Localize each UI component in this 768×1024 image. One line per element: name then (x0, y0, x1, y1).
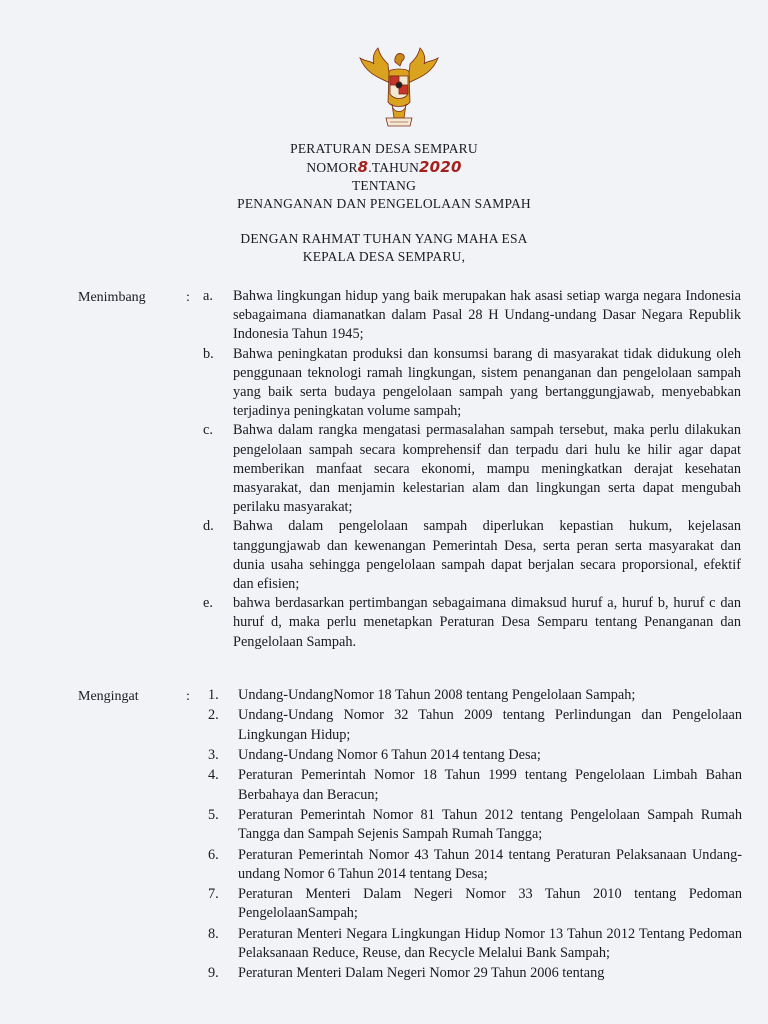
item-marker: 5. (208, 806, 219, 823)
handwritten-number: 8 (357, 158, 369, 176)
regulation-title: PERATURAN DESA SEMPARU (290, 141, 478, 156)
item-marker: 8. (208, 925, 219, 942)
menimbang-item (203, 421, 741, 517)
mengingat-item (208, 964, 742, 983)
mengingat-item (208, 686, 742, 705)
item-marker: 2. (208, 707, 219, 724)
item-marker: d. (203, 518, 214, 535)
regulation-title-block (0, 140, 768, 213)
regulation-tentang: TENTANG (351, 178, 417, 193)
item-marker: 3. (208, 746, 219, 763)
mengingat-list (208, 686, 742, 985)
menimbang-list (203, 287, 741, 652)
item-text: Peraturan Menteri Dalam Negeri Nomor 29 Tahun 2006 tentang (238, 965, 605, 982)
item-text: Bahwa dalam pengelolaan sampah diperlukan kepastian hukum, kejelasan tanggungjawab dan kewenangan Pemerintah Desa, serta peran serta masyarakat dan dunia usaha sehingga pengelolaan sampah dapat berjalan secara proporsional, efektif dan efisien; (233, 518, 741, 593)
mengingat-label: Mengingat (78, 689, 139, 704)
menimbang-item (203, 287, 741, 345)
mengingat-item (208, 806, 742, 844)
issuer-line: KEPALA DESA SEMPARU, (302, 249, 466, 264)
invocation-block (0, 230, 768, 266)
menimbang-label: Menimbang (78, 290, 146, 305)
item-marker: 9. (208, 965, 219, 982)
menimbang-item (203, 594, 741, 652)
year-prefix: .TAHUN (368, 160, 420, 175)
menimbang-item (203, 345, 741, 422)
item-text: Peraturan Menteri Negara Lingkungan Hidup Nomor 13 Tahun 2012 Tentang Pedoman Pelaksanaan Reduce, Reuse, dan Recycle Melalui Bank Sampah; (238, 925, 742, 961)
invocation-line: DENGAN RAHMAT TUHAN YANG MAHA ESA (240, 231, 528, 246)
item-marker: a. (203, 288, 213, 304)
item-text: Bahwa peningkatan produksi dan konsumsi barang di masyarakat tidak didukung oleh penggunaan teknologi ramah lingkungan, sistem penanganan dan pengelolaan sampah yang baik serta budaya pengelolaan sampah yang bertanggungjawab, menyebabkan terjadinya peningkatan volume sampah; (233, 345, 741, 420)
item-marker: 4. (208, 767, 219, 784)
item-text: Bahwa dalam rangka mengatasi permasalahan sampah tersebut, maka perlu dilakukan pengelolaan sampah secara komprehensif dan terpadu dari hulu ke hilir agar dapat memberikan manfaat secara ekonomi, mampu meningkatkan derajat kesehatan masyarakat, dan menjamin kelestarian alam dan lingkungan serta dapat mengubah perilaku masyarakat; (233, 422, 741, 516)
item-text: Peraturan Pemerintah Nomor 81 Tahun 2012 tentang Pengelolaan Sampah Rumah Tangga dan Sampah Sejenis Sampah Rumah Tangga; (238, 806, 742, 843)
item-marker: 1. (208, 687, 219, 703)
menimbang-colon: : (186, 290, 190, 305)
regulation-number (0, 158, 768, 177)
garuda-emblem-icon (356, 44, 442, 132)
mengingat-colon: : (186, 689, 190, 704)
item-marker: 7. (208, 886, 219, 903)
item-marker: e. (203, 595, 213, 612)
item-text: Undang-Undang Nomor 6 Tahun 2014 tentang Desa; (238, 746, 541, 763)
item-text: Bahwa lingkungan hidup yang baik merupakan hak asasi setiap warga negara Indonesia sebagaimana diamanatkan dalam Pasal 28 H Undang-undang Dasar Negara Republik Indonesia Tahun 1945; (233, 288, 741, 343)
menimbang-item (203, 517, 741, 594)
item-marker: b. (203, 345, 214, 362)
number-prefix: NOMOR (306, 160, 358, 175)
mengingat-item (208, 846, 742, 884)
item-text: Peraturan Pemerintah Nomor 43 Tahun 2014 tentang Peraturan Pelaksanaan Undang-undang Nomor 6 Tahun 2014 tentang Desa; (238, 846, 742, 882)
item-text: Peraturan Pemerintah Nomor 18 Tahun 1999 tentang Pengelolaan Limbah Bahan Berbahaya dan Beracun; (238, 767, 742, 803)
item-text: Undang-Undang Nomor 32 Tahun 2009 tentang Perlindungan dan Pengelolaan Lingkungan Hidup; (238, 707, 742, 743)
item-text: Undang-UndangNomor 18 Tahun 2008 tentang Pengelolaan Sampah; (238, 687, 636, 703)
item-marker: c. (203, 422, 213, 439)
regulation-subject: PENANGANAN DAN PENGELOLAAN SAMPAH (237, 196, 531, 211)
mengingat-item (208, 766, 742, 804)
mengingat-item (208, 706, 742, 744)
handwritten-year: 2020 (419, 158, 462, 176)
mengingat-item (208, 885, 742, 923)
item-text: Peraturan Menteri Dalam Negeri Nomor 33 Tahun 2010 tentang Pedoman PengelolaanSampah; (238, 886, 742, 922)
item-text: bahwa berdasarkan pertimbangan sebagaimana dimaksud huruf a, huruf b, huruf c dan huruf d, maka perlu menetapkan Peraturan Desa Semparu tentang Penanganan dan Pengelolaan Sampah. (233, 595, 741, 650)
item-marker: 6. (208, 846, 219, 863)
mengingat-item (208, 746, 742, 765)
mengingat-item (208, 925, 742, 963)
